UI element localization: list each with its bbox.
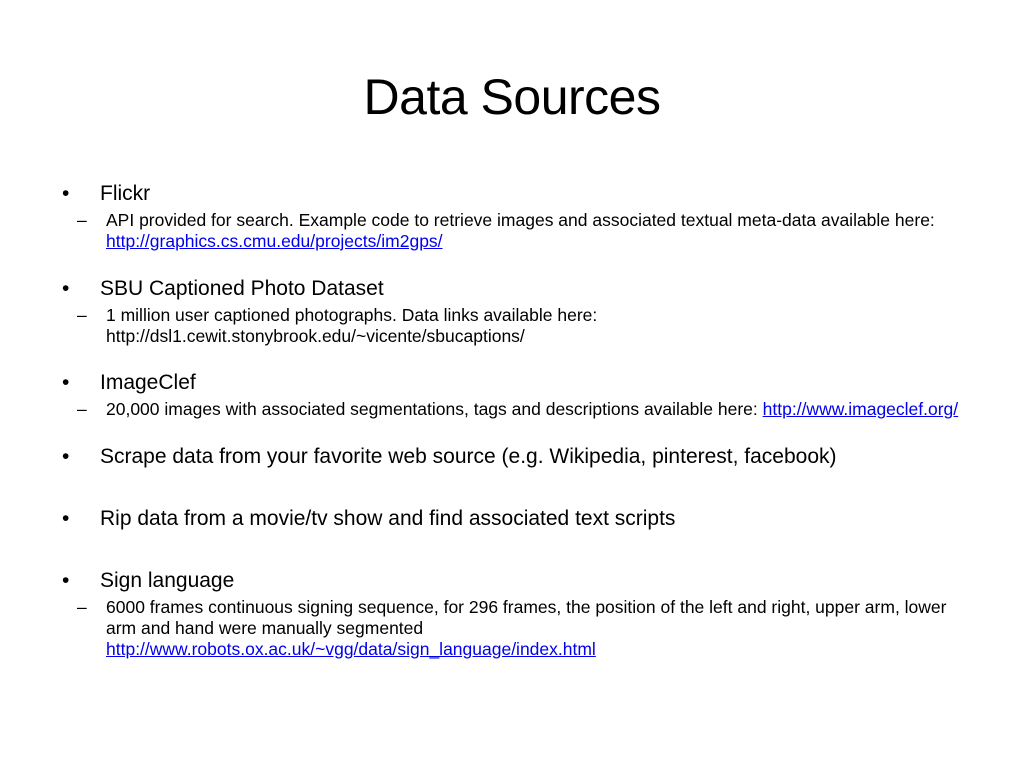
bullet-label: ImageClef (100, 371, 196, 394)
bullet-item-rip (62, 505, 962, 533)
dash-icon: – (77, 305, 87, 325)
bullet-item-sign-language (62, 567, 962, 595)
bullet-icon: • (62, 445, 70, 468)
bullet-label: Rip data from a movie/tv show and find associated text scripts (100, 507, 676, 530)
dash-icon: – (77, 597, 87, 617)
sub-item-text: API provided for search. Example code to retrieve images and associated textual meta-data available here: (106, 210, 935, 230)
bullet-icon: • (62, 277, 70, 300)
sub-item-text: 6000 frames continuous signing sequence, for 296 frames, the position of the left and right, upper arm, lower arm and hand were manually segmented (106, 597, 947, 638)
bullet-icon: • (62, 507, 70, 530)
bullet-icon: • (62, 569, 70, 592)
bullet-item-imageclef (62, 369, 962, 397)
dash-icon: – (77, 210, 87, 230)
slide-title: Data Sources (363, 69, 661, 125)
sub-item-text: 20,000 images with associated segmentations, tags and descriptions available here: (106, 399, 763, 419)
sub-item-flickr (62, 210, 962, 252)
bullet-item-scrape (62, 443, 962, 471)
bullet-label: SBU Captioned Photo Dataset (100, 277, 384, 300)
sub-item-text: 1 million user captioned photographs. Data links available here: http://dsl1.cewit.stonybrook.edu/~vicente/sbucaptions/ (106, 305, 598, 346)
sub-item-sbu (62, 305, 962, 347)
bullet-label: Flickr (100, 182, 151, 205)
flickr-link[interactable]: http://graphics.cs.cmu.edu/projects/im2gps/ (106, 231, 443, 251)
bullet-icon: • (62, 182, 70, 205)
bullet-label: Scrape data from your favorite web source (e.g. Wikipedia, pinterest, facebook) (100, 445, 837, 468)
bullet-list (62, 180, 962, 660)
dash-icon: – (77, 399, 87, 419)
bullet-item-flickr (62, 180, 962, 208)
bullet-item-sbu (62, 275, 962, 303)
imageclef-link[interactable]: http://www.imageclef.org/ (762, 399, 959, 419)
sign-language-link[interactable]: http://www.robots.ox.ac.uk/~vgg/data/sign_language/index.html (106, 639, 596, 659)
sub-item-sign-language (62, 597, 962, 660)
sub-item-imageclef (62, 399, 962, 420)
bullet-icon: • (62, 371, 70, 394)
bullet-label: Sign language (100, 569, 235, 592)
